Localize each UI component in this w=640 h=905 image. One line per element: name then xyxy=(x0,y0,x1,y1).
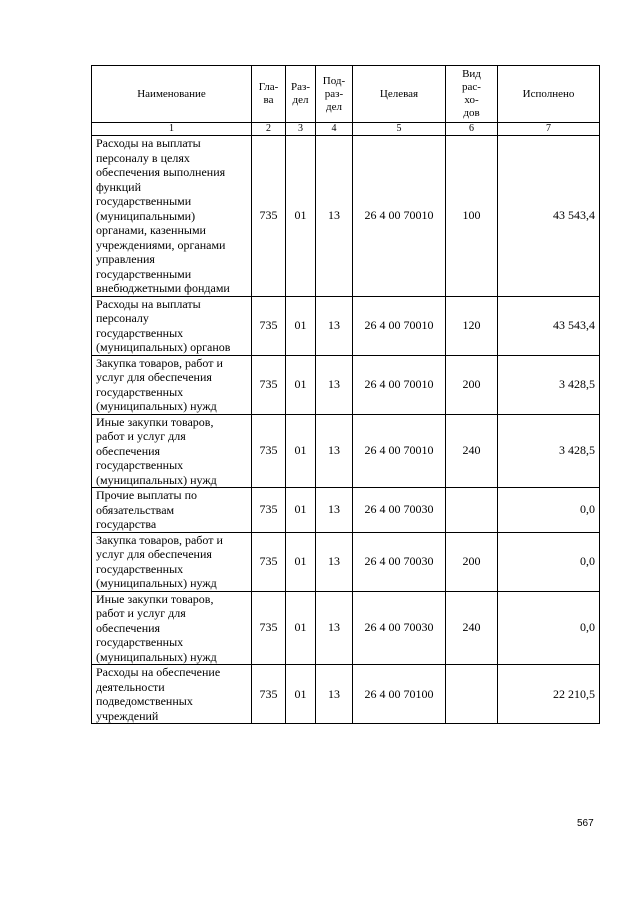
cell-name-line: внебюджетными фондами xyxy=(96,281,230,295)
table-row xyxy=(92,665,600,724)
header-row xyxy=(92,66,600,123)
cell-name xyxy=(92,665,252,724)
cell-podrazdel: 13 xyxy=(316,414,353,488)
cell-podrazdel: 13 xyxy=(316,591,353,665)
cell-name xyxy=(92,488,252,533)
cell-glava: 735 xyxy=(252,488,286,533)
cell-vid-rashodov: 100 xyxy=(446,136,498,297)
cell-glava: 735 xyxy=(252,136,286,297)
table-row xyxy=(92,532,600,591)
table-row xyxy=(92,488,600,533)
header-celevaya: Целевая xyxy=(353,66,446,123)
cell-ispolneno: 3 428,5 xyxy=(498,414,600,488)
cell-name-line: государственных xyxy=(96,635,184,649)
cell-name-line: учреждений xyxy=(96,708,159,723)
cell-name-line: (муниципальными) xyxy=(96,208,196,223)
cell-name xyxy=(92,414,252,488)
header-name: Наименование xyxy=(92,66,252,123)
cell-celevaya: 26 4 00 70100 xyxy=(353,665,446,724)
cell-name-line: государственных xyxy=(96,561,184,576)
cell-name-line: работ и услуг для xyxy=(96,606,186,620)
cell-razdel: 01 xyxy=(286,296,316,355)
cell-celevaya: 26 4 00 70030 xyxy=(353,532,446,591)
cell-razdel: 01 xyxy=(286,414,316,488)
cell-name-line: обязательствам xyxy=(96,502,175,517)
cell-vid-rashodov: 120 xyxy=(446,296,498,355)
cell-podrazdel: 13 xyxy=(316,532,353,591)
cell-glava: 735 xyxy=(252,355,286,414)
cell-name-line: Закупка товаров, работ и xyxy=(96,532,223,547)
cell-name-line: государства xyxy=(96,517,157,531)
cell-name-line: государственными xyxy=(96,194,192,208)
budget-table xyxy=(91,65,600,724)
cell-name-line: учреждениями, органами xyxy=(96,237,226,252)
cell-vid-rashodov xyxy=(446,665,498,724)
header-podrazdel: Под- раз- дел xyxy=(316,66,353,123)
cell-name-line: обеспечения xyxy=(96,443,161,458)
cell-name-line: (муниципальных) нужд xyxy=(96,576,217,590)
cell-ispolneno: 43 543,4 xyxy=(498,136,600,297)
cell-celevaya: 26 4 00 70010 xyxy=(353,136,446,297)
cell-name-line: (муниципальных) органов xyxy=(96,340,231,354)
table-row xyxy=(92,136,600,297)
cell-razdel: 01 xyxy=(286,136,316,297)
header-vid-rashodov: Вид рас- хо- дов xyxy=(446,66,498,123)
cell-name-line: органами, казенными xyxy=(96,223,206,237)
cell-name-line: (муниципальных) нужд xyxy=(96,399,217,413)
cell-name-line: (муниципальных) нужд xyxy=(96,472,217,487)
cell-razdel: 01 xyxy=(286,591,316,665)
cell-name-line: государственными xyxy=(96,266,192,281)
cell-vid-rashodov: 240 xyxy=(446,591,498,665)
column-number-row xyxy=(92,123,600,136)
cell-podrazdel: 13 xyxy=(316,488,353,533)
table-row xyxy=(92,296,600,355)
cell-podrazdel: 13 xyxy=(316,355,353,414)
cell-name xyxy=(92,532,252,591)
table-row xyxy=(92,414,600,488)
cell-razdel: 01 xyxy=(286,355,316,414)
cell-name-line: обеспечения xyxy=(96,620,161,635)
cell-name xyxy=(92,136,252,297)
cell-vid-rashodov: 200 xyxy=(446,355,498,414)
cell-name-line: персоналу xyxy=(96,311,149,325)
cell-name-line: деятельности xyxy=(96,679,165,694)
table-row xyxy=(92,591,600,665)
cell-name-line: услуг для обеспечения xyxy=(96,370,212,384)
cell-name-line: персоналу в целях xyxy=(96,150,190,165)
cell-glava: 735 xyxy=(252,591,286,665)
cell-name-line: Расходы на выплаты xyxy=(96,296,201,311)
cell-ispolneno: 43 543,4 xyxy=(498,296,600,355)
cell-celevaya: 26 4 00 70030 xyxy=(353,591,446,665)
cell-ispolneno: 0,0 xyxy=(498,591,600,665)
cell-ispolneno: 3 428,5 xyxy=(498,355,600,414)
cell-podrazdel: 13 xyxy=(316,665,353,724)
cell-vid-rashodov xyxy=(446,488,498,533)
header-glava: Гла- ва xyxy=(252,66,286,123)
table-row xyxy=(92,355,600,414)
cell-name-line: Закупка товаров, работ и xyxy=(96,355,223,370)
column-number: 4 xyxy=(316,123,353,136)
cell-name-line: Иные закупки товаров, xyxy=(96,414,214,429)
column-number: 6 xyxy=(446,123,498,136)
cell-name-line: работ и услуг для xyxy=(96,429,186,443)
cell-name-line: функций xyxy=(96,179,141,194)
cell-name-line: государственных xyxy=(96,325,184,340)
cell-name xyxy=(92,355,252,414)
column-number: 2 xyxy=(252,123,286,136)
cell-name xyxy=(92,296,252,355)
cell-name-line: обеспечения выполнения xyxy=(96,165,226,179)
cell-name xyxy=(92,591,252,665)
cell-glava: 735 xyxy=(252,414,286,488)
cell-name-line: Расходы на выплаты xyxy=(96,136,201,150)
column-number: 5 xyxy=(353,123,446,136)
cell-vid-rashodov: 240 xyxy=(446,414,498,488)
cell-razdel: 01 xyxy=(286,488,316,533)
cell-podrazdel: 13 xyxy=(316,136,353,297)
page-number: 567 xyxy=(577,818,594,829)
cell-glava: 735 xyxy=(252,532,286,591)
cell-glava: 735 xyxy=(252,296,286,355)
cell-name-line: (муниципальных) нужд xyxy=(96,649,217,664)
cell-ispolneno: 0,0 xyxy=(498,488,600,533)
cell-celevaya: 26 4 00 70010 xyxy=(353,414,446,488)
header-ispolneno: Исполнено xyxy=(498,66,600,123)
column-number: 3 xyxy=(286,123,316,136)
cell-name-line: Расходы на обеспечение xyxy=(96,665,221,679)
cell-name-line: Прочие выплаты по xyxy=(96,488,198,502)
cell-name-line: подведомственных xyxy=(96,694,193,708)
cell-ispolneno: 22 210,5 xyxy=(498,665,600,724)
cell-podrazdel: 13 xyxy=(316,296,353,355)
cell-name-line: государственных xyxy=(96,458,184,472)
column-number: 7 xyxy=(498,123,600,136)
table-body xyxy=(92,136,600,724)
cell-ispolneno: 0,0 xyxy=(498,532,600,591)
cell-celevaya: 26 4 00 70030 xyxy=(353,488,446,533)
cell-celevaya: 26 4 00 70010 xyxy=(353,355,446,414)
cell-celevaya: 26 4 00 70010 xyxy=(353,296,446,355)
cell-name-line: Иные закупки товаров, xyxy=(96,591,214,606)
cell-glava: 735 xyxy=(252,665,286,724)
cell-name-line: государственных xyxy=(96,384,184,399)
cell-razdel: 01 xyxy=(286,665,316,724)
cell-vid-rashodov: 200 xyxy=(446,532,498,591)
cell-name-line: услуг для обеспечения xyxy=(96,547,212,561)
cell-razdel: 01 xyxy=(286,532,316,591)
cell-name-line: управления xyxy=(96,252,155,266)
column-number: 1 xyxy=(92,123,252,136)
header-razdel: Раз- дел xyxy=(286,66,316,123)
